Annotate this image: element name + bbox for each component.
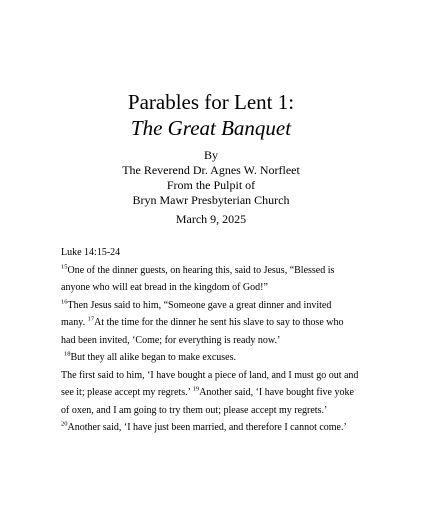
scripture-line [61, 314, 381, 332]
verse-text: One of the dinner guests, on hearing this, said to Jesus, “Blessed is [67, 264, 335, 276]
verse-number: 15 [61, 263, 68, 271]
verse-text: Another said, ‘I have just been married, and therefore I cannot come.’ [67, 422, 347, 433]
verse-text: Another said, ‘I have bought five yoke [199, 387, 354, 398]
verse-text: of oxen, and I am going to try them out; please accept my regrets.’ [61, 404, 328, 416]
scripture-reference: Luke 14:15-24 [61, 247, 121, 258]
byline-author: The Reverend Dr. Agnes W. Norfleet [122, 163, 300, 177]
byline-pulpit: From the Pulpit of [166, 178, 256, 192]
verse-text: anyone who will eat bread in the kingdom of God!” [61, 282, 268, 293]
scripture-line [61, 349, 381, 367]
scripture-line [61, 419, 381, 437]
verse-number: 17 [87, 315, 95, 323]
byline-by: By [203, 148, 218, 162]
verse-number: 20 [61, 420, 68, 428]
scripture-line [61, 332, 381, 350]
scripture-line [61, 367, 381, 385]
byline [0, 148, 422, 208]
scripture-line [61, 402, 381, 420]
verse-text: see it; please accept my regrets.’ [61, 387, 193, 398]
verse-text: many. [61, 317, 88, 328]
verse-text: The first said to him, ‘I have bought a piece of land, and I must go out and [61, 369, 359, 381]
verse-number: 19 [192, 385, 200, 393]
verse-text: At the time for the dinner he sent his slave to say to those who [94, 317, 344, 328]
verse-number: 16 [61, 298, 68, 306]
verse-text: Then Jesus said to him, “Someone gave a great dinner and invited [67, 299, 332, 311]
byline-church: Bryn Mawr Presbyterian Church [132, 193, 290, 207]
title-line-2: The Great Banquet [130, 116, 292, 140]
title-line-1: Parables for Lent 1: [127, 90, 295, 114]
scripture-passage [61, 244, 381, 437]
verse-number: 18 [64, 350, 71, 358]
scripture-line [61, 297, 381, 315]
verse-text: But they all alike began to make excuses. [70, 352, 237, 363]
scripture-line [61, 384, 381, 402]
sermon-date: March 9, 2025 [175, 212, 247, 226]
scripture-line [61, 262, 381, 280]
scripture-line [61, 279, 381, 297]
verse-text: had been invited, ‘Come; for everything is ready now.’ [61, 334, 281, 346]
